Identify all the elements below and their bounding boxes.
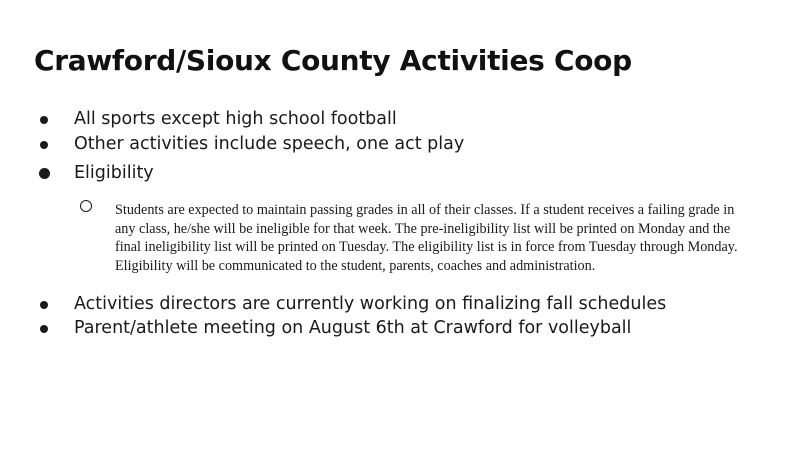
bullet-dot-icon bbox=[40, 301, 48, 309]
bullet-dot-icon bbox=[40, 116, 48, 124]
bullet-dot-icon bbox=[40, 141, 48, 149]
bullet-text: Eligibility bbox=[74, 163, 154, 183]
hollow-bullet-icon bbox=[80, 200, 92, 212]
slide-title: Crawford/Sioux County Activities Coop bbox=[34, 44, 632, 77]
bullet-text: All sports except high school football bbox=[74, 109, 397, 129]
bullet-text: Parent/athlete meeting on August 6th at Crawford for volleyball bbox=[74, 318, 632, 338]
bullet-text: Other activities include speech, one act play bbox=[74, 134, 465, 154]
eligibility-paragraph: Students are expected to maintain passing grades in all of their classes. If a student receives a failing grade in any class, he/she will be ineligible for that week. The pre-ineligibility list will be printed on Monday and the final ineligibility list will be printed on Tuesday. The eligibility list is in force from Tuesday through Monday. Eligibility will be communicated to the student, parents, coaches and administration. bbox=[115, 202, 738, 274]
bullet-dot-icon bbox=[39, 168, 50, 179]
bullet-text: Activities directors are currently working on finalizing fall schedules bbox=[74, 294, 667, 314]
bullet-dot-icon bbox=[40, 325, 48, 333]
